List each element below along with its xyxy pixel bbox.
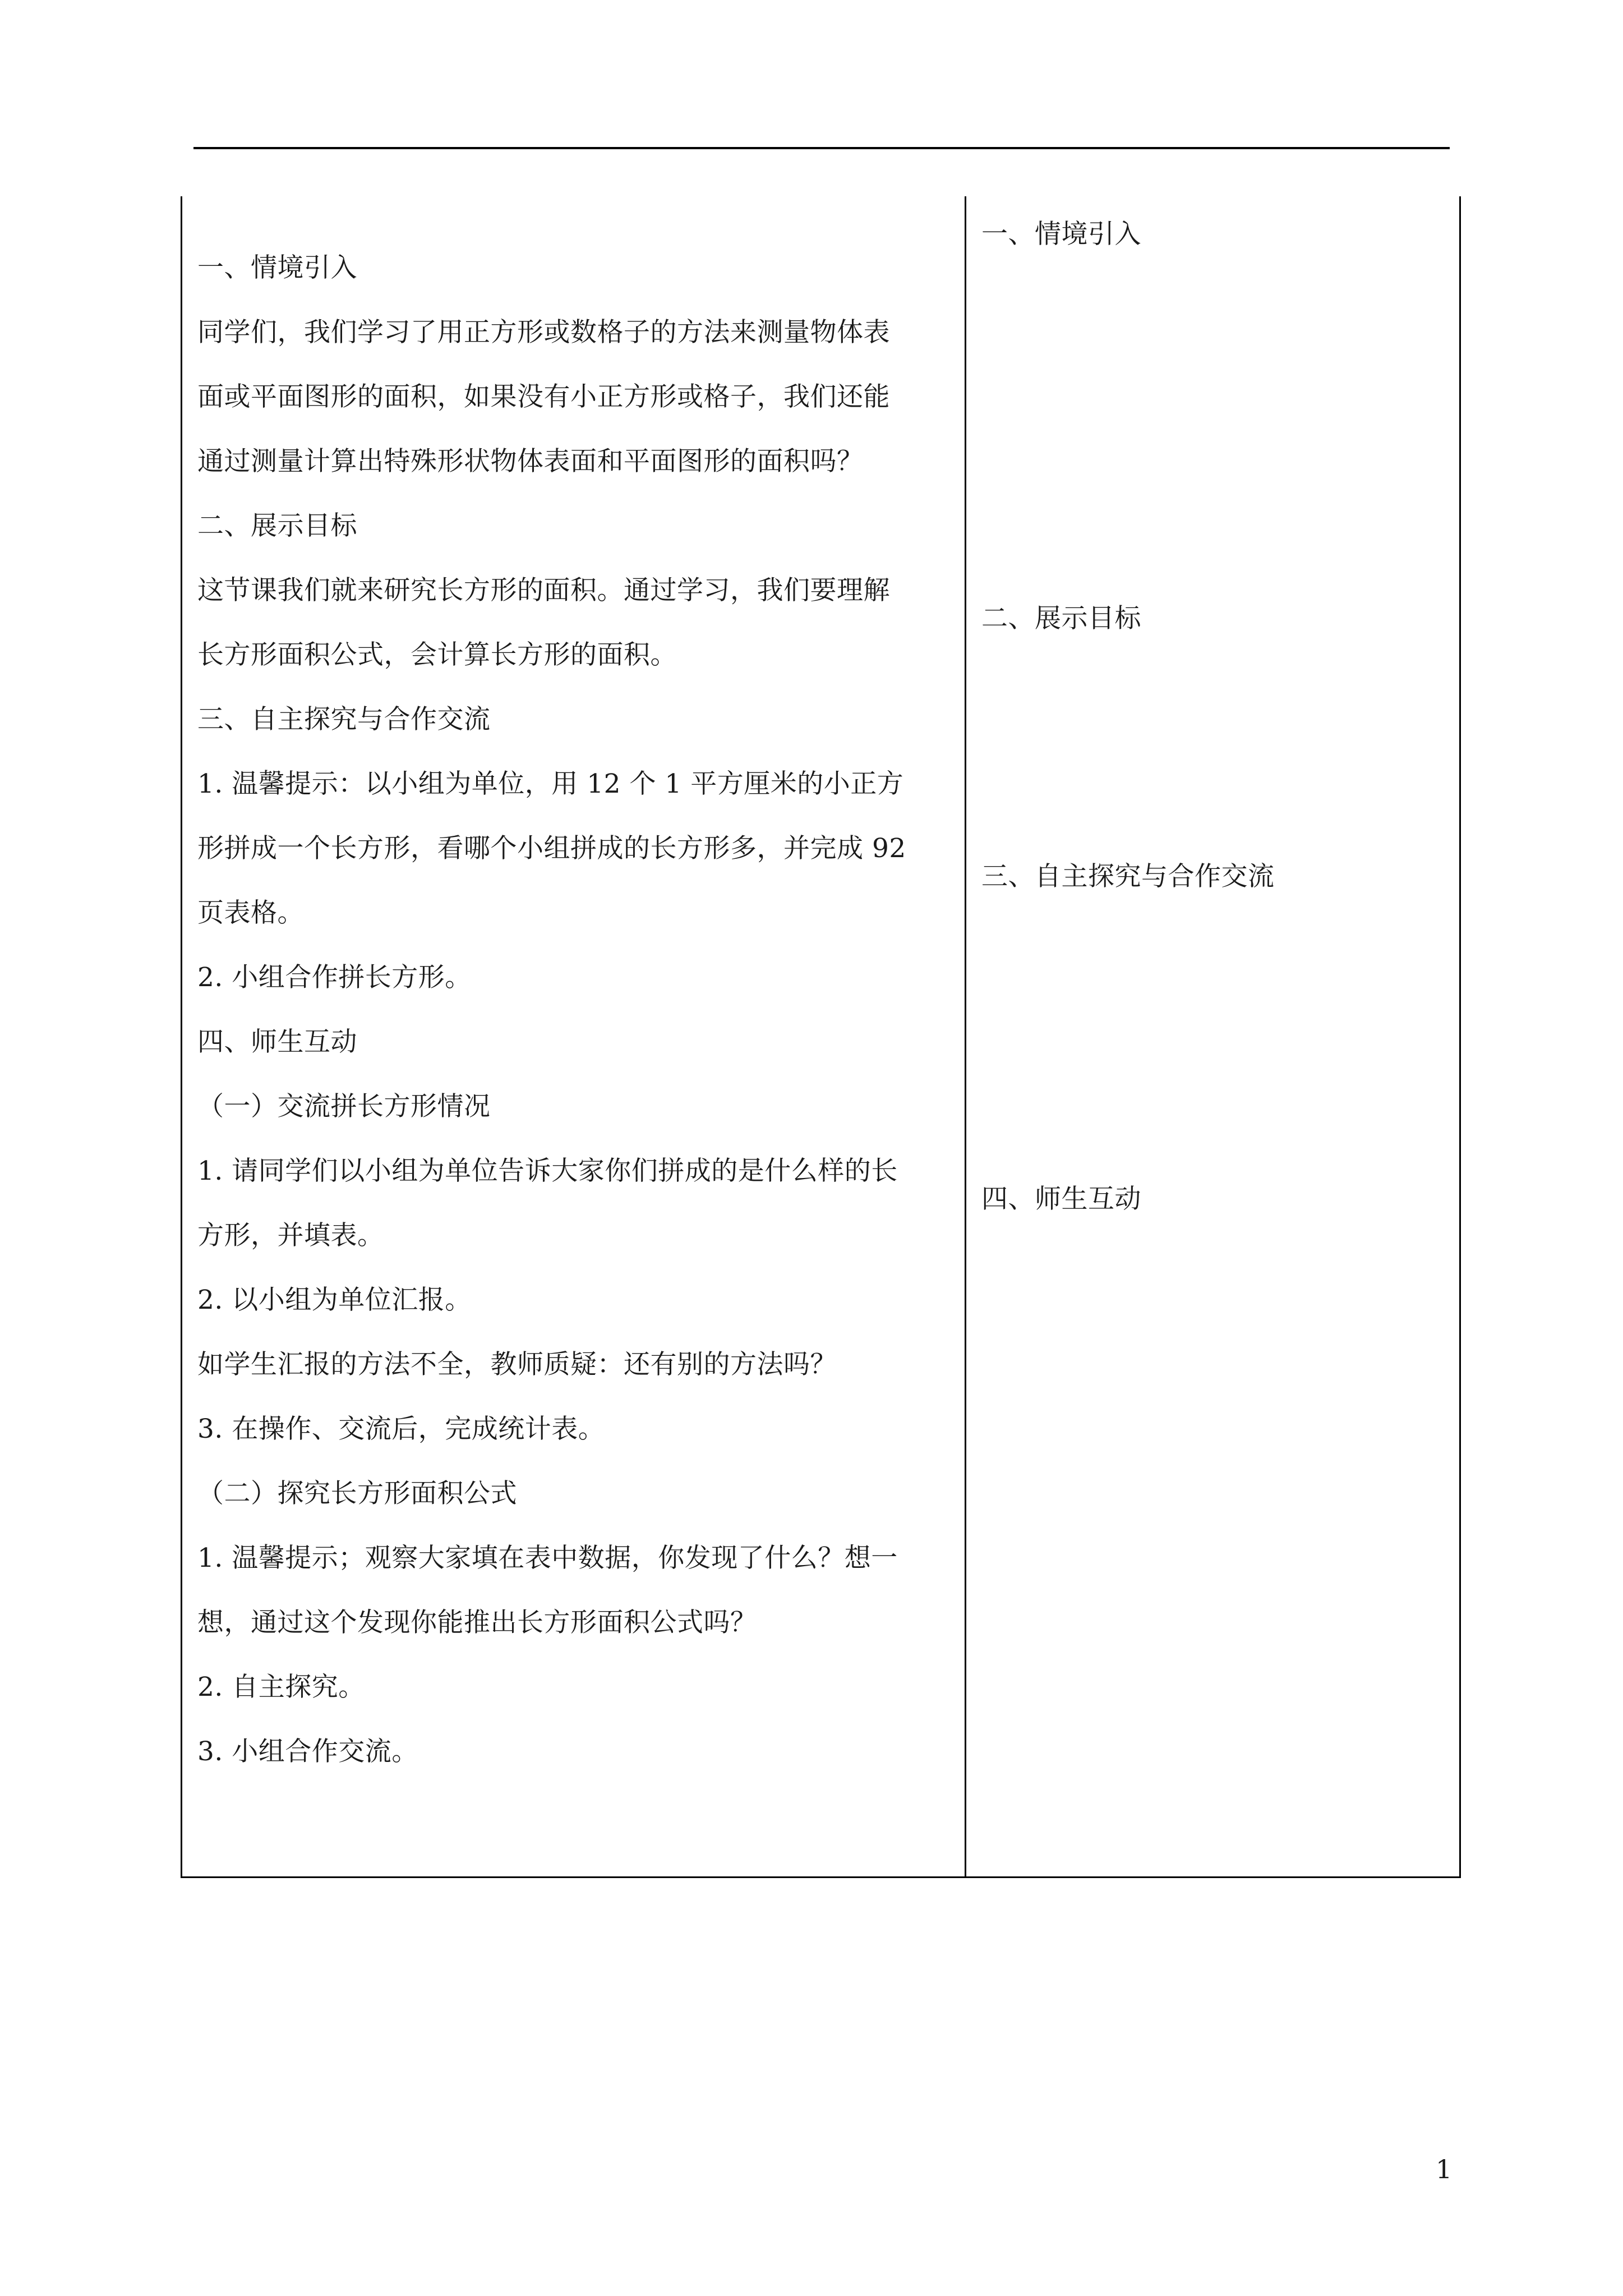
section-heading-1: 一、情境引入 (197, 252, 357, 283)
subsection-heading-2: （二）探究长方形面积公式 (197, 1478, 517, 1509)
side-label-4: 四、师生互动 (981, 1184, 1141, 1214)
paragraph-line: 3. 在操作、交流后，完成统计表。 (197, 1414, 605, 1444)
paragraph-line: 2. 以小组为单位汇报。 (197, 1285, 472, 1315)
paragraph-line: 2. 自主探究。 (197, 1672, 365, 1703)
paragraph-line: 3. 小组合作交流。 (197, 1736, 418, 1767)
lesson-table (181, 196, 1459, 1876)
paragraph-line: 如学生汇报的方法不全，教师质疑：还有别的方法吗？ (197, 1349, 837, 1380)
header-rule (193, 147, 1450, 149)
paragraph-line: 同学们，我们学习了用正方形或数格子的方法来测量物体表 (197, 317, 890, 348)
side-label-1: 一、情境引入 (981, 219, 1141, 250)
side-label-2: 二、展示目标 (981, 603, 1141, 634)
paragraph-line: 1. 温馨提示；观察大家填在表中数据，你发现了什么？想一 (197, 1543, 898, 1573)
section-heading-4: 四、师生互动 (197, 1027, 357, 1057)
paragraph-line: 1. 温馨提示：以小组为单位，用 12 个 1 平方厘米的小正方 (197, 769, 904, 799)
paragraph-line: 长方形面积公式，会计算长方形的面积。 (197, 639, 677, 670)
subsection-heading-1: （一）交流拼长方形情况 (197, 1091, 491, 1122)
paragraph-line: 通过测量计算出特殊形状物体表面和平面图形的面积吗？ (197, 446, 864, 477)
side-label-3: 三、自主探究与合作交流 (981, 861, 1275, 892)
paragraph-line: 形拼成一个长方形，看哪个小组拼成的长方形多，并完成 92 (197, 833, 906, 864)
table-column-divider (965, 196, 966, 1876)
paragraph-line: 2. 小组合作拼长方形。 (197, 962, 472, 993)
paragraph-line: 1. 请同学们以小组为单位告诉大家你们拼成的是什么样的长 (197, 1156, 898, 1186)
paragraph-line: 页表格。 (197, 898, 304, 928)
section-heading-2: 二、展示目标 (197, 510, 357, 541)
lesson-content-column (197, 236, 949, 1784)
paragraph-line: 想，通过这个发现你能推出长方形面积公式吗？ (197, 1607, 757, 1638)
section-heading-3: 三、自主探究与合作交流 (197, 704, 491, 735)
table-border-left (181, 196, 182, 1876)
paragraph-line: 方形，并填表。 (197, 1220, 384, 1251)
table-border-bottom (181, 1876, 1461, 1878)
paragraph-line: 面或平面图形的面积，如果没有小正方形或格子，我们还能 (197, 381, 890, 412)
table-border-right (1459, 196, 1461, 1876)
page-number: 1 (1436, 2154, 1453, 2184)
paragraph-line: 这节课我们就来研究长方形的面积。通过学习，我们要理解 (197, 575, 890, 606)
